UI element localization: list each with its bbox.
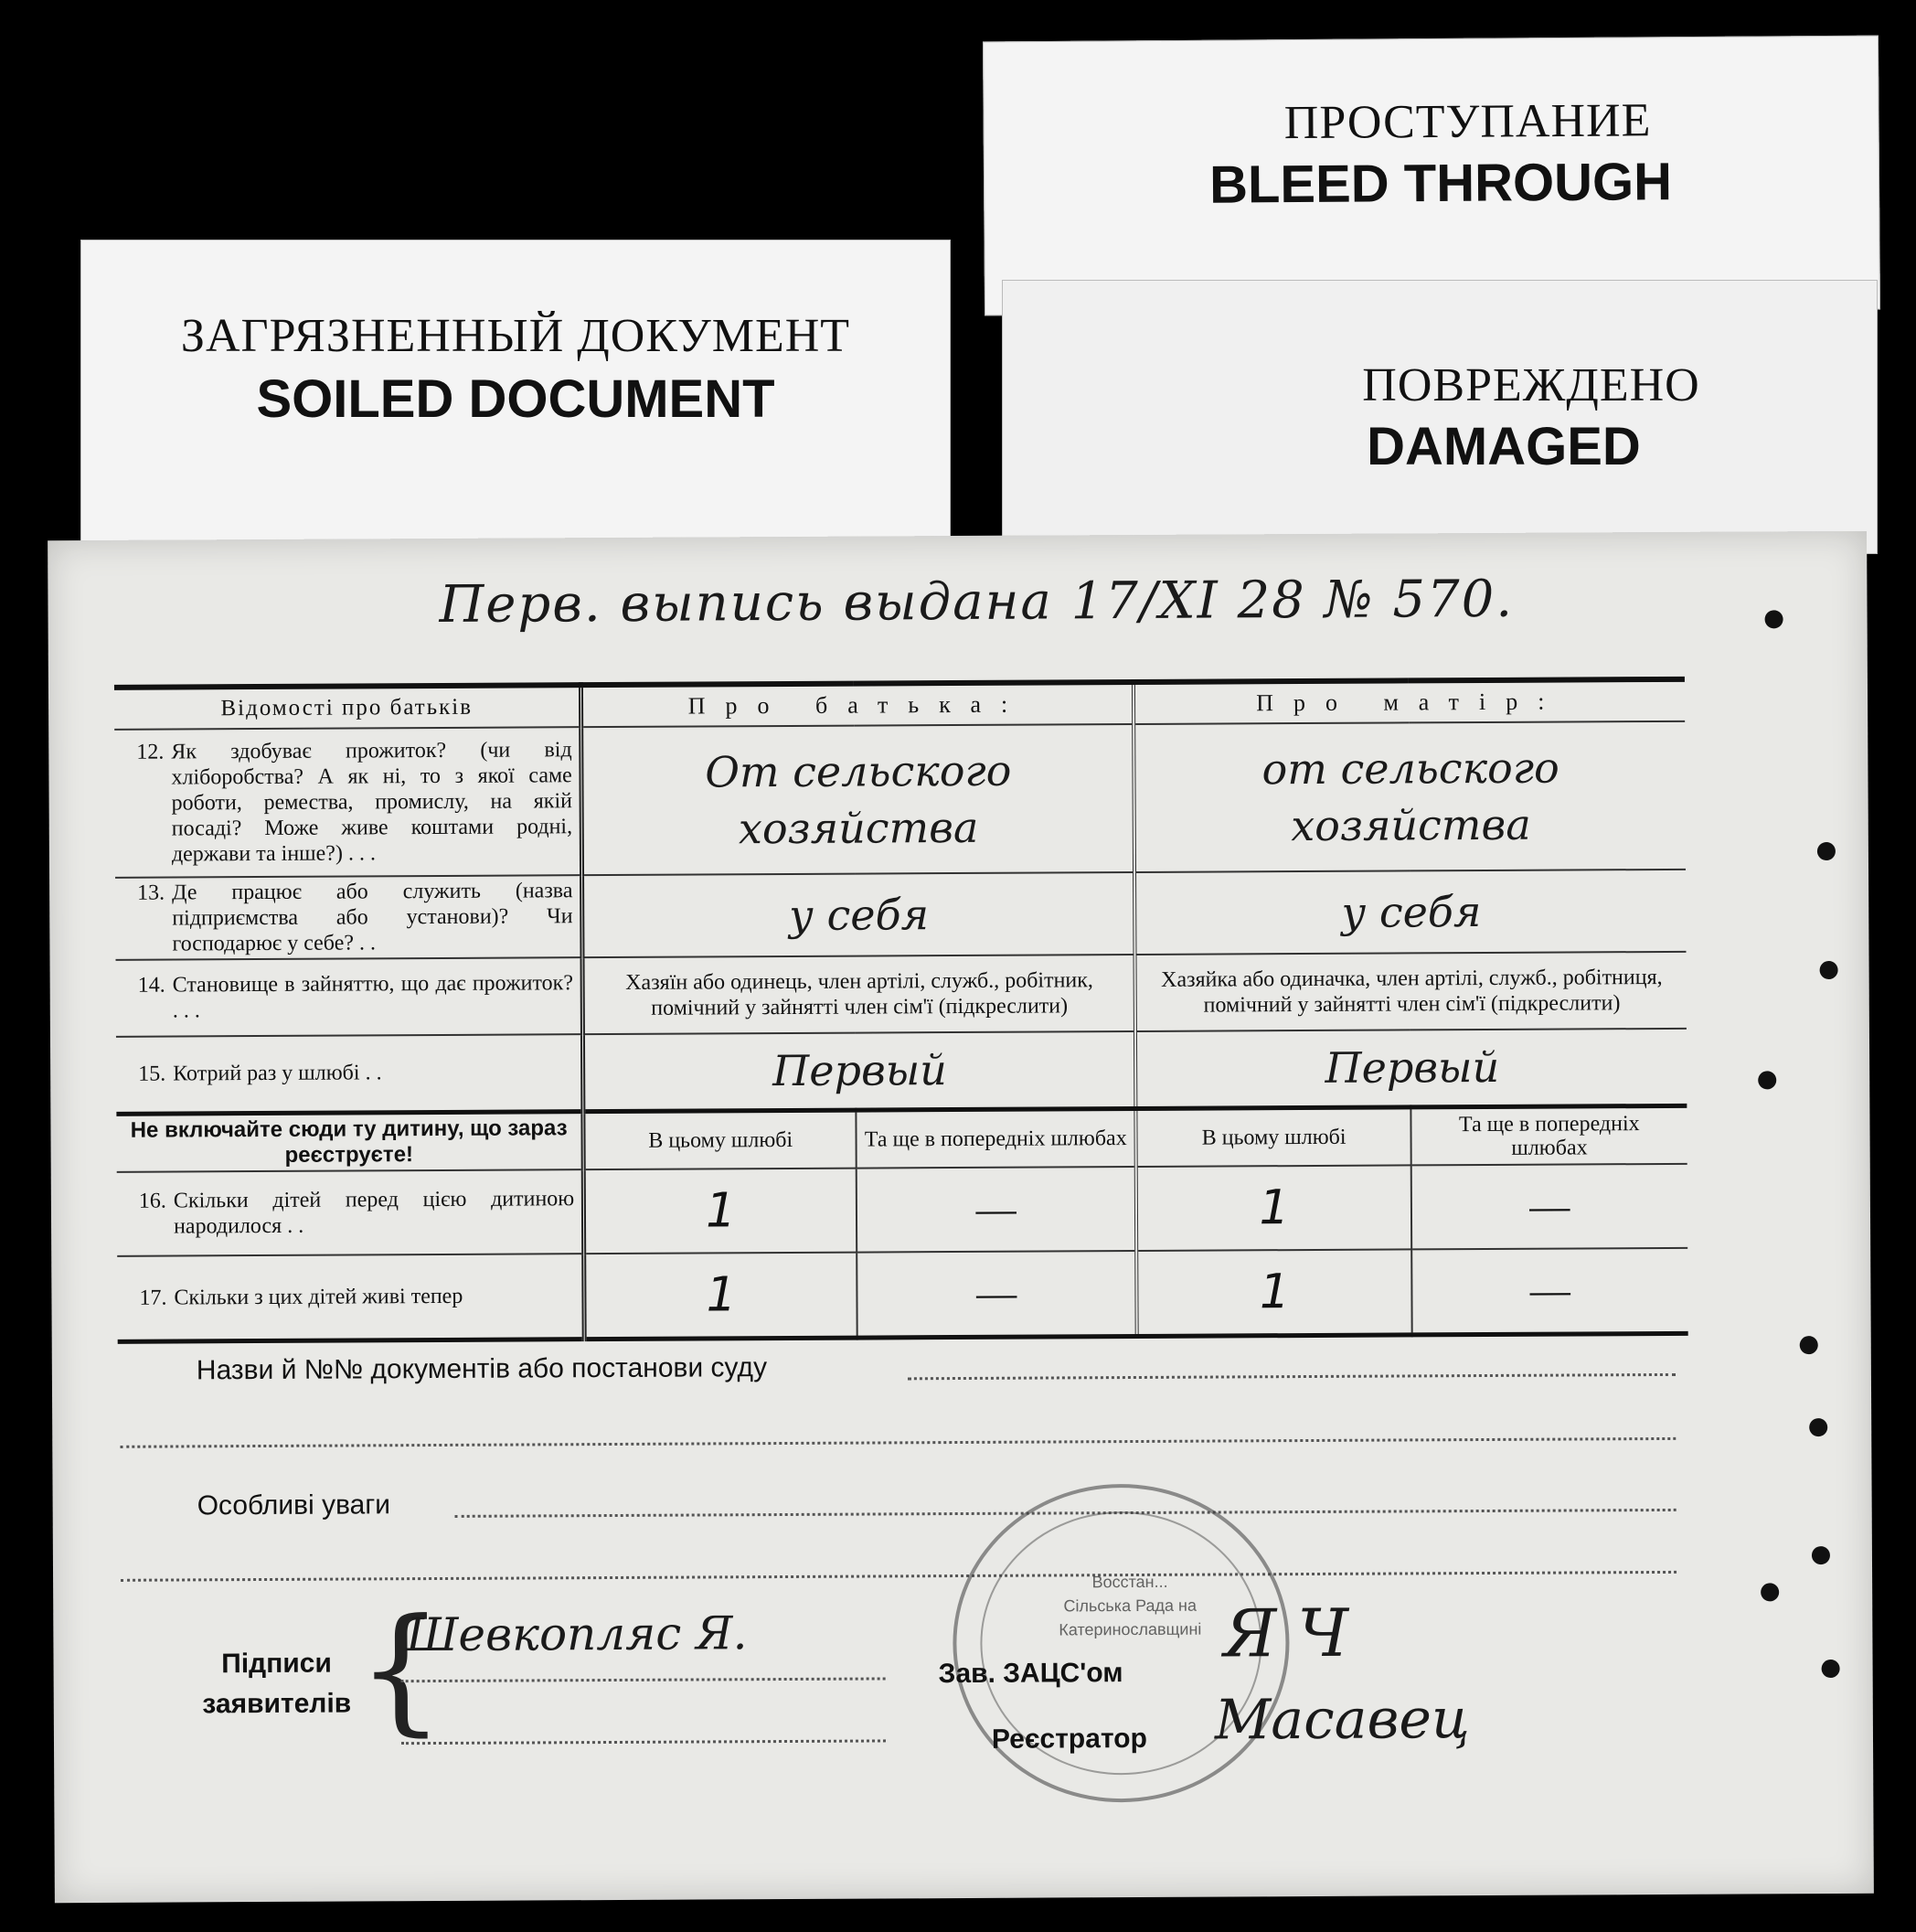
soiled-document-tag xyxy=(80,240,951,541)
head-zags-label: Зав. ЗАЦС'ом xyxy=(938,1658,1123,1690)
table-row-q17 xyxy=(117,1247,1687,1341)
punch-hole-7 xyxy=(1812,1546,1830,1564)
header-father: Про батька: xyxy=(581,682,1134,727)
applicant-signature-line-1 xyxy=(401,1677,886,1682)
table-row-children-header xyxy=(116,1105,1687,1171)
q13-number: 13. xyxy=(137,881,165,905)
q16-father-this-marriage: 1 xyxy=(584,1168,857,1254)
q17-number: 17. xyxy=(139,1286,167,1310)
applicant-signature-line-2 xyxy=(401,1739,886,1745)
damaged-tag-en: DAMAGED xyxy=(1367,417,1641,476)
header-parents-info: Відомості про батьків xyxy=(114,685,581,730)
header-mother: Про матір: xyxy=(1134,679,1685,724)
registration-form-page xyxy=(48,531,1874,1903)
q17-father-previous: — xyxy=(857,1250,1137,1338)
q14-question: Становище в зайняттю, що дає прожиток? . . . xyxy=(172,971,574,1023)
q17-mother-previous: — xyxy=(1411,1247,1688,1335)
punch-hole-2 xyxy=(1817,842,1836,860)
q14-number: 14. xyxy=(137,973,165,998)
registrar-label: Реєстратор xyxy=(991,1723,1147,1755)
q16-question: Скільки дітей перед цією дитиною народилося . . xyxy=(173,1186,575,1239)
q15-number: 15. xyxy=(138,1062,166,1086)
q16-number: 16. xyxy=(138,1189,166,1213)
remarks-label: Особливі уваги xyxy=(197,1489,391,1521)
punch-hole-3 xyxy=(1820,961,1838,979)
registrar-signature: Масавец xyxy=(1214,1687,1470,1753)
damaged-tag-ru: ПОВРЕЖДЕНО xyxy=(1362,359,1700,411)
q14-mother-options: Хазяйка або одиначка, член артілі, служб., робітниця, помічний у зайнятті член сім'ї (підкреслити) xyxy=(1135,952,1687,1031)
documents-label: Назви й №№ документів або постанови суду xyxy=(196,1352,768,1386)
documents-line-1 xyxy=(908,1373,1676,1380)
signatures-label: Підписи заявителів xyxy=(202,1648,352,1720)
q16-father-previous: — xyxy=(857,1166,1137,1252)
table-row-q13 xyxy=(115,870,1686,960)
signature-brace: { xyxy=(357,1589,445,1750)
damaged-tag xyxy=(1002,280,1878,554)
punch-hole-4 xyxy=(1758,1071,1776,1089)
q12-father-answer: От сельского хозяйства xyxy=(705,745,1012,854)
punch-hole-5 xyxy=(1800,1336,1818,1354)
q17-father-this-marriage: 1 xyxy=(584,1252,857,1340)
stamp-text: Восстан... Сільська Рада на Катеринославщині xyxy=(1059,1572,1202,1639)
q13-question: Де працює або служить (назва підприємства або установи)? Чи господарює у себе? . . xyxy=(172,879,573,956)
q13-father-answer: у себя xyxy=(789,890,930,940)
children-note: Не включайте сюди ту дитину, що зараз реєструєте! xyxy=(116,1111,583,1171)
father-this-marriage-header: В цьому шлюбі xyxy=(583,1110,856,1169)
q15-question: Котрий раз у шлюбі . . xyxy=(173,1061,382,1086)
q12-question: Як здобуває прожиток? (чи від хліборобства? А як ні, то з якої саме роботи, ремества, промислу, на якій посаді? Може живе коштами родні, держави та інше?) . . . xyxy=(171,738,573,867)
bleed-tag-ru: ПРОСТУПАНИЕ xyxy=(1283,94,1652,150)
q17-question: Скільки з цих дітей живі тепер xyxy=(174,1284,463,1310)
applicant-signature: Шевкопляс Я. xyxy=(406,1606,748,1662)
mother-previous-header: Та ще в попередніх шлюбах xyxy=(1410,1105,1687,1165)
q17-mother-this-marriage: 1 xyxy=(1137,1249,1412,1337)
bleed-tag-en: BLEED THROUGH xyxy=(1208,152,1673,215)
table-row-q12 xyxy=(114,721,1686,878)
documents-line-2 xyxy=(120,1437,1676,1448)
q12-mother-answer: от сельского хозяйства xyxy=(1261,742,1559,851)
soiled-tag-en: SOILED DOCUMENT xyxy=(256,369,775,429)
q12-number: 12. xyxy=(136,740,165,764)
q15-mother-answer: Первый xyxy=(1325,1042,1500,1094)
q14-father-options: Хазяїн або одинець, член артілі, служб., робітник, помічний у зайнятті член сім'ї (підкреслити) xyxy=(582,955,1135,1034)
head-signature-initials: Я Ч xyxy=(1223,1594,1349,1672)
q16-mother-this-marriage: 1 xyxy=(1136,1165,1411,1251)
soiled-tag-ru: ЗАГРЯЗНЕННЫЙ ДОКУМЕНТ xyxy=(180,310,851,362)
parents-info-table xyxy=(114,677,1688,1344)
table-row-q16 xyxy=(117,1163,1687,1255)
table-row-q14 xyxy=(116,952,1687,1037)
table-row-q15 xyxy=(116,1029,1687,1114)
punch-hole-8 xyxy=(1761,1583,1779,1601)
punch-hole-9 xyxy=(1822,1660,1840,1678)
remarks-line-2 xyxy=(121,1571,1676,1582)
punch-hole-1 xyxy=(1765,610,1783,628)
q15-father-answer: Первый xyxy=(772,1045,948,1096)
q16-mother-previous: — xyxy=(1410,1163,1687,1249)
q13-mother-answer: у себя xyxy=(1341,887,1482,937)
bleed-through-tag xyxy=(983,36,1880,316)
punch-hole-6 xyxy=(1809,1418,1827,1436)
mother-this-marriage-header: В цьому шлюбі xyxy=(1136,1106,1411,1166)
handwritten-top-note: Перв. выпись выдана 17/XI 28 № 570. xyxy=(439,569,1515,635)
father-previous-header: Та ще в попередніх шлюбах xyxy=(856,1108,1136,1168)
